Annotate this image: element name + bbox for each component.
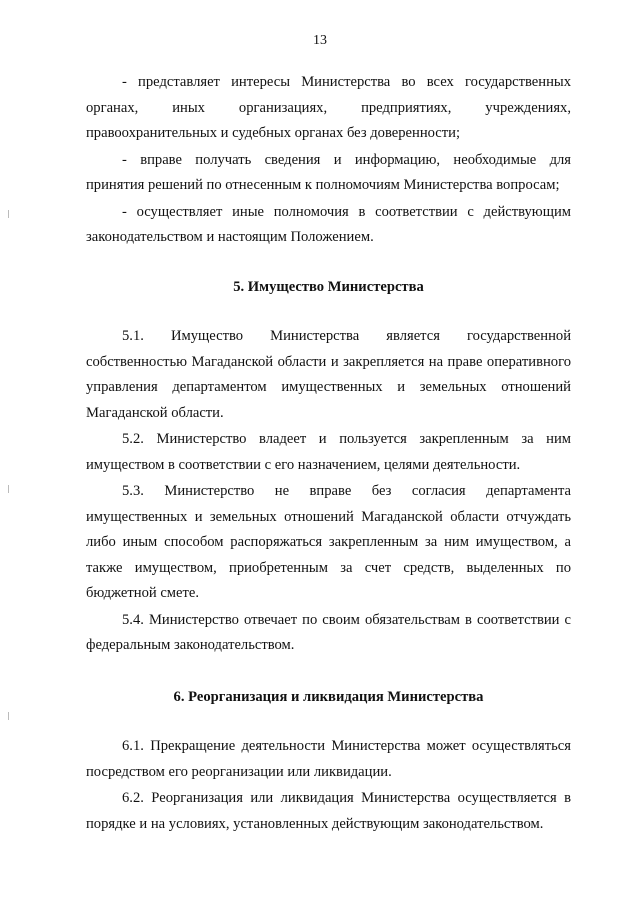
paragraph-5-2: 5.2. Министерство владеет и пользуется закрепленным за ним имуществом в соответствии с его назначением, целями деятельности. (86, 431, 571, 473)
intro-item-3-rest: законодательством и настоящим Положением. (86, 229, 374, 245)
section-5-body (86, 324, 571, 659)
paragraph-5-3: 5.3. Министерство не вправе без согласия департамента имущественных и земельных отношений Магаданской области отчуждать либо иным способом распоряжаться закрепленным за ним имуществом, а также имуществом, приобретенным за счет средств, выделенных по бюджетной смете. (86, 483, 571, 601)
intro-item-1 (86, 70, 571, 147)
paragraph-5-1: 5.1. Имущество Министерства является государственной собственностью Магаданской области и закрепляется на праве оперативного управления департаментом имущественных и земельных отношений Магаданской области. (86, 328, 571, 421)
margin-mark (8, 485, 9, 493)
intro-item-1-line1: - представляет интересы Министерства во всех государственных (122, 74, 571, 90)
paragraph-6-2: 6.2. Реорганизация или ликвидация Министерства осуществляется в порядке и на условиях, установленных действующим законодательством. (86, 790, 571, 832)
intro-item-2-rest: принятия решений по отнесенным к полномочиям Министерства вопросам; (86, 177, 560, 193)
intro-item-1-rest: органах, иных организациях, предприятиях, учреждениях, правоохранительных и судебных органах без доверенности; (86, 99, 571, 141)
intro-item-3-line1: - осуществляет иные полномочия в соответствии с действующим (122, 203, 571, 220)
section-5-heading: 5. Имущество Министерства (233, 278, 424, 295)
paragraph-6-1: 6.1. Прекращение деятельности Министерства может осуществляться посредством его реорганизации или ликвидации. (86, 738, 571, 780)
margin-mark (8, 210, 9, 218)
intro-item-2 (86, 148, 571, 199)
intro-item-2-line1: - вправе получать сведения и информацию, необходимые для (122, 151, 571, 168)
paragraph-5-4: 5.4. Министерство отвечает по своим обязательствам в соответствии с федеральным законодательством. (86, 611, 571, 653)
section-6-heading: 6. Реорганизация и ликвидация Министерства (173, 688, 484, 705)
section-6-body (86, 734, 571, 837)
page-number: 13 (313, 33, 327, 48)
margin-mark (8, 712, 9, 720)
intro-item-3 (86, 200, 571, 251)
intro-list (86, 70, 571, 251)
document-body (86, 70, 571, 837)
